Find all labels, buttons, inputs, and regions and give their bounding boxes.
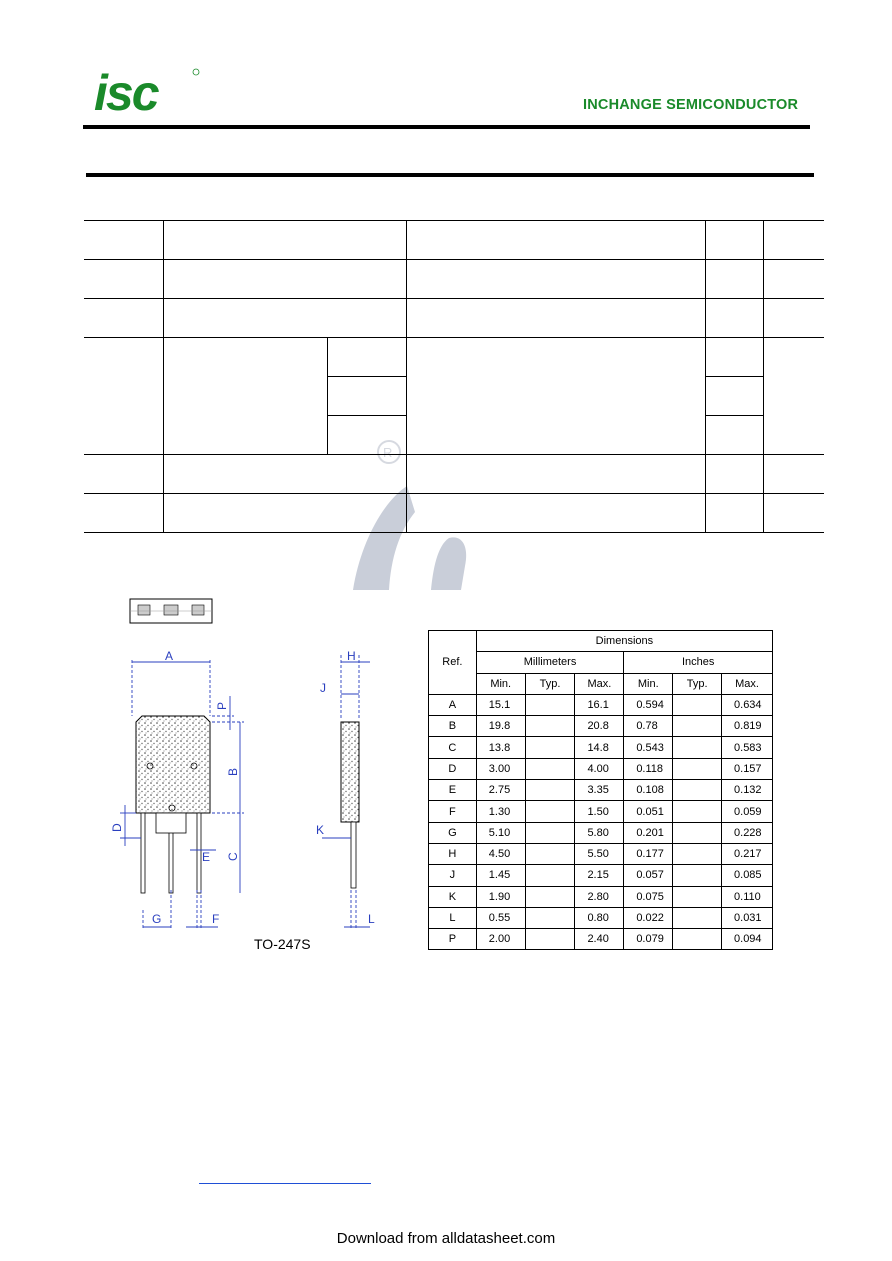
sub-header: Max. (575, 673, 624, 694)
table-row (429, 907, 773, 928)
value-cell (673, 737, 722, 758)
value-cell: 0.819 (722, 716, 773, 737)
table-row (429, 758, 773, 779)
value-cell (673, 694, 722, 715)
value-cell: 0.634 (722, 694, 773, 715)
dim-label-c: C (226, 852, 240, 861)
ref-cell: F (429, 801, 477, 822)
table-row (429, 865, 773, 886)
value-cell: 15.1 (476, 694, 525, 715)
value-cell: 0.78 (624, 716, 673, 737)
registered-mark-icon (193, 69, 199, 75)
logo-text: isc (94, 65, 158, 120)
value-cell (525, 737, 575, 758)
package-outline-drawing (108, 590, 408, 960)
value-cell: 0.217 (722, 843, 773, 864)
value-cell: 0.201 (624, 822, 673, 843)
value-cell: 0.228 (722, 822, 773, 843)
sub-header: Min. (624, 673, 673, 694)
value-cell: 1.90 (476, 886, 525, 907)
header-rule (83, 125, 810, 129)
download-footer: Download from alldatasheet.com (336, 1230, 556, 1247)
value-cell: 0.094 (722, 929, 773, 950)
value-cell (525, 865, 575, 886)
value-cell (525, 801, 575, 822)
value-cell: 4.50 (476, 843, 525, 864)
svg-text:R: R (383, 445, 393, 460)
company-name: INCHANGE SEMICONDUCTOR (583, 97, 799, 113)
dim-label-j: J (320, 681, 326, 695)
ref-cell: G (429, 822, 477, 843)
value-cell: 2.15 (575, 865, 624, 886)
dim-label-d: D (110, 823, 124, 832)
value-cell: 0.157 (722, 758, 773, 779)
ref-cell: K (429, 886, 477, 907)
value-cell (673, 758, 722, 779)
dim-label-a: A (165, 649, 174, 663)
value-cell: 0.55 (476, 907, 525, 928)
millimeters-header: Millimeters (476, 652, 624, 673)
value-cell (673, 907, 722, 928)
inches-header: Inches (624, 652, 773, 673)
value-cell (525, 843, 575, 864)
package-top-view (130, 599, 212, 623)
dim-label-k: K (316, 823, 325, 837)
value-cell: 0.059 (722, 801, 773, 822)
value-cell (673, 801, 722, 822)
value-cell (673, 843, 722, 864)
ratings-table-grid (84, 220, 824, 533)
ref-cell: H (429, 843, 477, 864)
sub-header: Max. (722, 673, 773, 694)
value-cell: 4.00 (575, 758, 624, 779)
value-cell: 0.177 (624, 843, 673, 864)
ref-header: Ref. (429, 631, 477, 695)
value-cell: 0.583 (722, 737, 773, 758)
value-cell (525, 694, 575, 715)
table-row (429, 801, 773, 822)
dim-label-b: B (226, 767, 240, 776)
value-cell: 2.80 (575, 886, 624, 907)
ref-cell: P (429, 929, 477, 950)
value-cell: 16.1 (575, 694, 624, 715)
ref-cell: B (429, 716, 477, 737)
package-side-view (341, 722, 359, 888)
table-row (429, 737, 773, 758)
ref-cell: C (429, 737, 477, 758)
sub-header: Typ. (525, 673, 575, 694)
value-cell: 14.8 (575, 737, 624, 758)
value-cell: 0.80 (575, 907, 624, 928)
table-row (429, 929, 773, 950)
dim-label-e: E (202, 850, 211, 864)
dim-label-l: L (368, 912, 375, 926)
package-label: TO-247S (254, 936, 311, 952)
value-cell: 0.110 (722, 886, 773, 907)
hyperlink-underline[interactable] (199, 1183, 371, 1184)
value-cell: 0.594 (624, 694, 673, 715)
value-cell: 2.40 (575, 929, 624, 950)
value-cell: 5.10 (476, 822, 525, 843)
sub-header: Min. (476, 673, 525, 694)
value-cell: 3.35 (575, 780, 624, 801)
value-cell: 5.80 (575, 822, 624, 843)
value-cell: 0.108 (624, 780, 673, 801)
table-row (429, 822, 773, 843)
value-cell (525, 886, 575, 907)
value-cell (673, 865, 722, 886)
value-cell: 1.50 (575, 801, 624, 822)
value-cell: 0.118 (624, 758, 673, 779)
value-cell: 0.543 (624, 737, 673, 758)
value-cell (673, 716, 722, 737)
dimensions-title: Dimensions (476, 631, 772, 652)
sub-header: Typ. (673, 673, 722, 694)
value-cell (525, 929, 575, 950)
value-cell: 0.075 (624, 886, 673, 907)
package-front-view (136, 716, 210, 893)
table-row (429, 886, 773, 907)
table-row (429, 694, 773, 715)
dimensions-table (428, 630, 773, 950)
value-cell: 0.085 (722, 865, 773, 886)
dim-label-h: H (347, 649, 356, 663)
value-cell: 19.8 (476, 716, 525, 737)
value-cell (673, 822, 722, 843)
value-cell: 2.75 (476, 780, 525, 801)
value-cell: 5.50 (575, 843, 624, 864)
ref-cell: E (429, 780, 477, 801)
value-cell: 0.022 (624, 907, 673, 928)
value-cell: 20.8 (575, 716, 624, 737)
dim-label-g: G (152, 912, 162, 926)
ref-cell: D (429, 758, 477, 779)
value-cell: 0.051 (624, 801, 673, 822)
ref-cell: J (429, 865, 477, 886)
value-cell: 0.031 (722, 907, 773, 928)
value-cell: 13.8 (476, 737, 525, 758)
dim-label-f: F (212, 912, 220, 926)
value-cell: 0.057 (624, 865, 673, 886)
value-cell: 2.00 (476, 929, 525, 950)
value-cell (525, 907, 575, 928)
value-cell: 3.00 (476, 758, 525, 779)
table-row (429, 780, 773, 801)
value-cell (525, 780, 575, 801)
value-cell (673, 780, 722, 801)
table-row (429, 716, 773, 737)
value-cell: 0.132 (722, 780, 773, 801)
section-rule (86, 173, 814, 177)
ref-cell: A (429, 694, 477, 715)
value-cell (525, 822, 575, 843)
dim-label-p: P (215, 701, 229, 710)
value-cell (525, 758, 575, 779)
value-cell: 1.45 (476, 865, 525, 886)
table-row (429, 843, 773, 864)
isc-logo (92, 64, 204, 120)
value-cell: 1.30 (476, 801, 525, 822)
value-cell (673, 886, 722, 907)
ref-cell: L (429, 907, 477, 928)
value-cell: 0.079 (624, 929, 673, 950)
value-cell (673, 929, 722, 950)
value-cell (525, 716, 575, 737)
